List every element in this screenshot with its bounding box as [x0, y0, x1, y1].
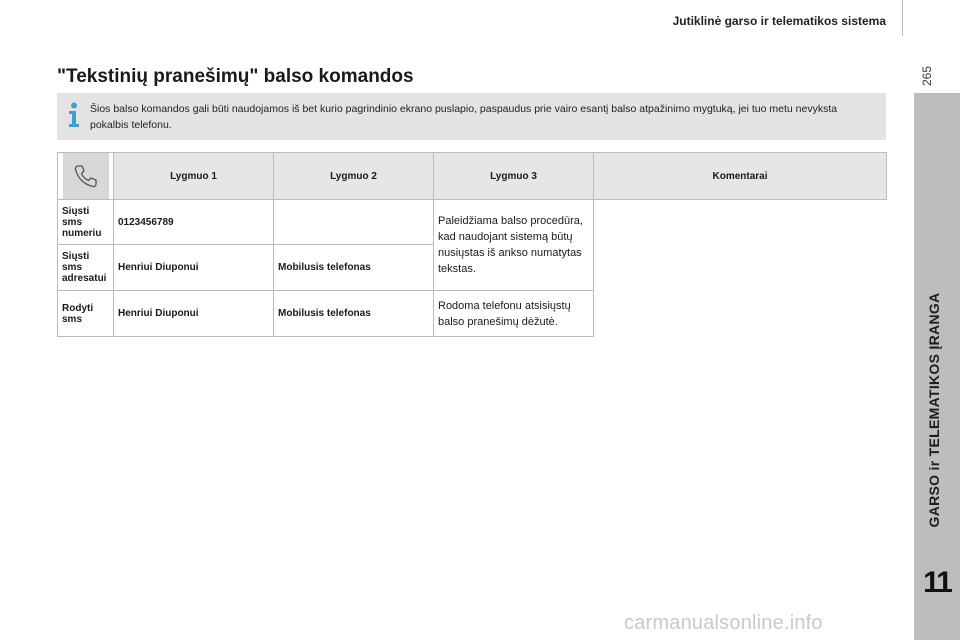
phone-icon-box — [63, 153, 109, 199]
watermark: carmanualsonline.info — [624, 612, 823, 634]
column-header-level-3: Lygmuo 3 — [434, 153, 594, 200]
info-text: Šios balso komandos gali būti naudojamos iš bet kurio pagrindinio ekrano puslapio, paspaudus prie vairo esantį balso atpažinimo mygtuką, jei tuo metu nevyksta pokalbis telefonu. — [90, 103, 838, 131]
header-divider — [902, 0, 903, 36]
table-row — [58, 200, 887, 245]
cell-comment: Paleidžiama balso procedūra, kad naudojant sistemą būtų nusiųstas iš ankso numatytas tekstas. — [434, 200, 594, 291]
page-number: 265 — [920, 65, 934, 87]
column-header-comments: Komentarai — [594, 153, 887, 200]
cell-level-2: Henriui Diuponui — [114, 245, 274, 291]
cell-comment: Rodoma telefonu atsisiųstų balso pranešimų dėžutė. — [434, 291, 594, 337]
cell-level-3: Mobilusis telefonas — [274, 291, 434, 337]
cell-level-3 — [274, 200, 434, 245]
phone-icon — [73, 163, 99, 189]
cell-level-2: 0123456789 — [114, 200, 274, 245]
icon-cell — [58, 153, 114, 200]
info-icon — [67, 102, 81, 128]
page-title: "Tekstinių pranešimų" balso komandos — [57, 66, 414, 87]
cell-level-3: Mobilusis telefonas — [274, 245, 434, 291]
info-box — [57, 93, 886, 140]
column-header-level-2: Lygmuo 2 — [274, 153, 434, 200]
voice-commands-table — [57, 152, 887, 337]
chapter-tab-label: GARSO ir TELEMATIKOS ĮRANGA — [926, 292, 942, 528]
column-header-level-1: Lygmuo 1 — [114, 153, 274, 200]
table-header-row — [58, 153, 887, 200]
cell-level-1: Siųsti sms adresatui — [58, 245, 114, 291]
cell-level-2: Henriui Diuponui — [114, 291, 274, 337]
chapter-number: 11 — [923, 566, 951, 599]
running-header: Jutiklinė garso ir telematikos sistema — [672, 14, 886, 28]
cell-level-1: Siųsti sms numeriu — [58, 200, 114, 245]
table-row — [58, 291, 887, 337]
cell-level-1: Rodyti sms — [58, 291, 114, 337]
